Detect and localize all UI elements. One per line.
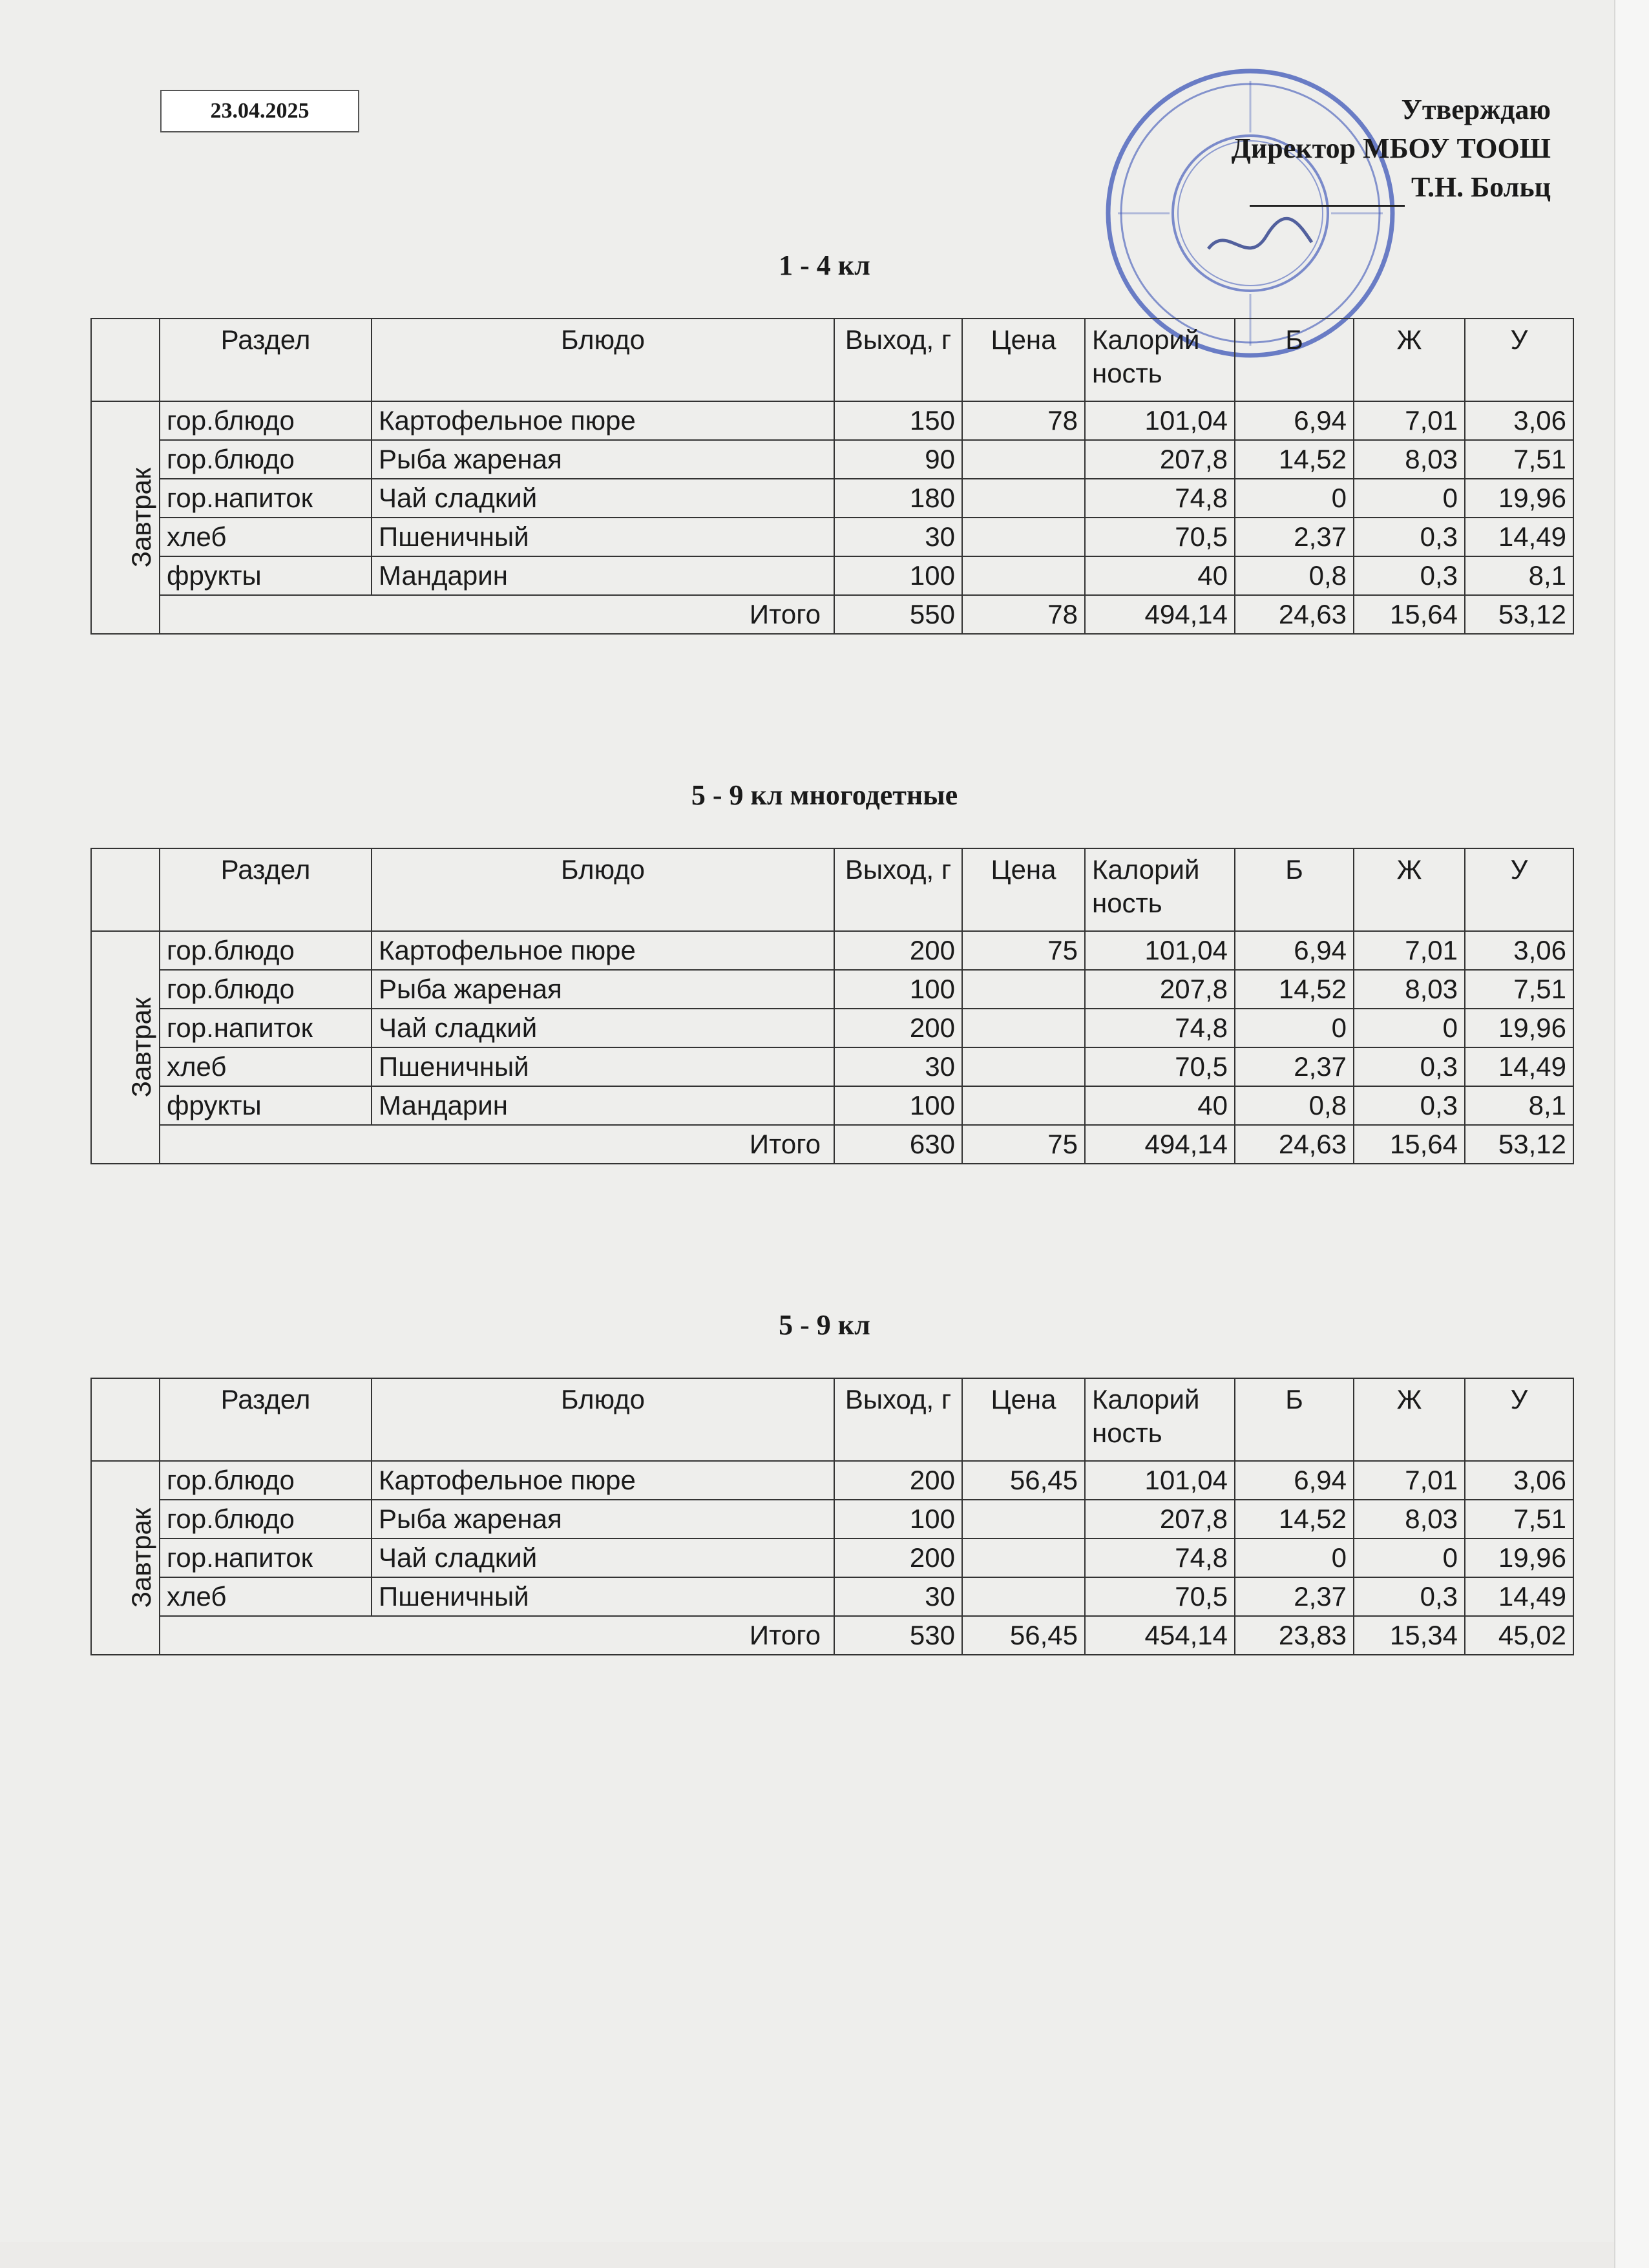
yield-cell: 30 <box>834 1577 962 1616</box>
yield-cell: 100 <box>834 1086 962 1125</box>
protein-cell: 2,37 <box>1235 1047 1354 1086</box>
fat-cell: 0 <box>1354 1538 1465 1577</box>
corner-cell <box>91 848 160 931</box>
price-cell <box>962 1047 1085 1086</box>
table-row <box>91 1009 1573 1047</box>
dish-cell: Чай сладкий <box>372 1009 834 1047</box>
total-yield: 530 <box>834 1616 962 1655</box>
yield-cell: 30 <box>834 1047 962 1086</box>
col-header-section: Раздел <box>160 319 372 401</box>
fat-cell: 0 <box>1354 479 1465 518</box>
section-cell: гор.блюдо <box>160 970 372 1009</box>
fat-cell: 0,3 <box>1354 1577 1465 1616</box>
total-yield: 630 <box>834 1125 962 1164</box>
protein-cell: 6,94 <box>1235 401 1354 440</box>
yield-cell: 100 <box>834 556 962 595</box>
protein-cell: 14,52 <box>1235 1500 1354 1538</box>
calories-cell: 70,5 <box>1085 1047 1235 1086</box>
fat-cell: 8,03 <box>1354 440 1465 479</box>
carbs-cell: 14,49 <box>1465 518 1573 556</box>
calories-cell: 74,8 <box>1085 1538 1235 1577</box>
protein-cell: 2,37 <box>1235 1577 1354 1616</box>
corner-cell <box>91 1378 160 1461</box>
col-header-calories: Калорий ность <box>1085 319 1235 401</box>
page-edge <box>1614 0 1649 2268</box>
carbs-cell: 19,96 <box>1465 479 1573 518</box>
section-cell: фрукты <box>160 556 372 595</box>
approval-signatory <box>1098 168 1551 207</box>
table-row <box>91 1461 1573 1500</box>
section-cell: гор.блюдо <box>160 401 372 440</box>
protein-cell: 0 <box>1235 479 1354 518</box>
col-header-fat: Ж <box>1354 319 1465 401</box>
total-carbs: 53,12 <box>1465 595 1573 634</box>
table-title: 5 - 9 кл <box>779 1309 870 1341</box>
price-cell <box>962 1009 1085 1047</box>
carbs-cell: 7,51 <box>1465 970 1573 1009</box>
fat-cell: 8,03 <box>1354 1500 1465 1538</box>
table-row <box>91 440 1573 479</box>
calories-cell: 70,5 <box>1085 1577 1235 1616</box>
total-calories: 494,14 <box>1085 1125 1235 1164</box>
total-row <box>91 595 1573 634</box>
calories-cell: 40 <box>1085 556 1235 595</box>
carbs-cell: 19,96 <box>1465 1009 1573 1047</box>
dish-cell: Мандарин <box>372 1086 834 1125</box>
carbs-cell: 14,49 <box>1465 1047 1573 1086</box>
price-cell <box>962 479 1085 518</box>
col-header-price: Цена <box>962 1378 1085 1461</box>
protein-cell: 2,37 <box>1235 518 1354 556</box>
total-protein: 24,63 <box>1235 595 1354 634</box>
carbs-cell: 7,51 <box>1465 440 1573 479</box>
calories-cell: 207,8 <box>1085 1500 1235 1538</box>
fat-cell: 0,3 <box>1354 1086 1465 1125</box>
total-fat: 15,34 <box>1354 1616 1465 1655</box>
total-carbs: 45,02 <box>1465 1616 1573 1655</box>
fat-cell: 0,3 <box>1354 518 1465 556</box>
col-header-yield: Выход, г <box>834 848 962 931</box>
section-cell: хлеб <box>160 1047 372 1086</box>
fat-cell: 7,01 <box>1354 1461 1465 1500</box>
table-row <box>91 479 1573 518</box>
yield-cell: 150 <box>834 401 962 440</box>
approval-heading: Утверждаю <box>1401 94 1551 125</box>
document-date: 23.04.2025 <box>210 99 310 123</box>
protein-cell: 6,94 <box>1235 931 1354 970</box>
table-row <box>91 1086 1573 1125</box>
calories-cell: 101,04 <box>1085 1461 1235 1500</box>
signatory-name: Т.Н. Больц <box>1411 171 1551 203</box>
price-cell <box>962 970 1085 1009</box>
meal-label: Завтрак <box>91 401 160 634</box>
carbs-cell: 8,1 <box>1465 556 1573 595</box>
price-cell <box>962 556 1085 595</box>
price-cell: 75 <box>962 931 1085 970</box>
protein-cell: 0 <box>1235 1538 1354 1577</box>
yield-cell: 100 <box>834 1500 962 1538</box>
dish-cell: Картофельное пюре <box>372 931 834 970</box>
table-row <box>91 518 1573 556</box>
calories-cell: 101,04 <box>1085 401 1235 440</box>
yield-cell: 200 <box>834 1009 962 1047</box>
table-row <box>91 970 1573 1009</box>
total-calories: 494,14 <box>1085 595 1235 634</box>
protein-cell: 6,94 <box>1235 1461 1354 1500</box>
total-yield: 550 <box>834 595 962 634</box>
calories-cell: 101,04 <box>1085 931 1235 970</box>
price-cell <box>962 518 1085 556</box>
col-header-dish: Блюдо <box>372 319 834 401</box>
calories-cell: 74,8 <box>1085 1009 1235 1047</box>
section-cell: гор.напиток <box>160 1538 372 1577</box>
fat-cell: 7,01 <box>1354 401 1465 440</box>
col-header-calories: Калорий ность <box>1085 848 1235 931</box>
total-protein: 24,63 <box>1235 1125 1354 1164</box>
calories-cell: 207,8 <box>1085 440 1235 479</box>
dish-cell: Картофельное пюре <box>372 401 834 440</box>
col-header-carbs: У <box>1465 319 1573 401</box>
total-label: Итого <box>160 595 834 634</box>
total-carbs: 53,12 <box>1465 1125 1573 1164</box>
dish-cell: Пшеничный <box>372 1047 834 1086</box>
fat-cell: 0,3 <box>1354 1047 1465 1086</box>
dish-cell: Чай сладкий <box>372 1538 834 1577</box>
col-header-carbs: У <box>1465 1378 1573 1461</box>
yield-cell: 200 <box>834 1538 962 1577</box>
price-cell: 56,45 <box>962 1461 1085 1500</box>
dish-cell: Мандарин <box>372 556 834 595</box>
table-header-row <box>91 319 1573 401</box>
yield-cell: 200 <box>834 1461 962 1500</box>
table-header-row <box>91 848 1573 931</box>
approval-position: Директор МБОУ ТООШ <box>1231 132 1551 164</box>
meal-label: Завтрак <box>91 1461 160 1655</box>
table-title: 1 - 4 кл <box>779 249 870 281</box>
carbs-cell: 19,96 <box>1465 1538 1573 1577</box>
section-cell: хлеб <box>160 518 372 556</box>
col-header-dish: Блюдо <box>372 848 834 931</box>
carbs-cell: 7,51 <box>1465 1500 1573 1538</box>
table-row <box>91 1538 1573 1577</box>
yield-cell: 90 <box>834 440 962 479</box>
total-label: Итого <box>160 1616 834 1655</box>
col-header-dish: Блюдо <box>372 1378 834 1461</box>
col-header-section: Раздел <box>160 848 372 931</box>
section-cell: гор.напиток <box>160 479 372 518</box>
section-cell: гор.блюдо <box>160 1500 372 1538</box>
table-title: 5 - 9 кл многодетные <box>691 779 958 811</box>
price-cell <box>962 440 1085 479</box>
table-row <box>91 556 1573 595</box>
col-header-protein: Б <box>1235 848 1354 931</box>
table-row <box>91 1577 1573 1616</box>
calories-cell: 40 <box>1085 1086 1235 1125</box>
table-row <box>91 1500 1573 1538</box>
col-header-fat: Ж <box>1354 848 1465 931</box>
meal-label: Завтрак <box>91 931 160 1164</box>
calories-cell: 74,8 <box>1085 479 1235 518</box>
section-cell: гор.блюдо <box>160 1461 372 1500</box>
calories-cell: 207,8 <box>1085 970 1235 1009</box>
carbs-cell: 3,06 <box>1465 931 1573 970</box>
protein-cell: 0,8 <box>1235 556 1354 595</box>
col-header-protein: Б <box>1235 1378 1354 1461</box>
dish-cell: Пшеничный <box>372 518 834 556</box>
yield-cell: 30 <box>834 518 962 556</box>
price-cell <box>962 1538 1085 1577</box>
menu-table <box>90 848 1574 1164</box>
dish-cell: Чай сладкий <box>372 479 834 518</box>
table-row <box>91 401 1573 440</box>
yield-cell: 100 <box>834 970 962 1009</box>
price-cell: 78 <box>962 401 1085 440</box>
table-row <box>91 931 1573 970</box>
total-row <box>91 1616 1573 1655</box>
total-price: 75 <box>962 1125 1085 1164</box>
fat-cell: 0 <box>1354 1009 1465 1047</box>
fat-cell: 7,01 <box>1354 931 1465 970</box>
total-row <box>91 1125 1573 1164</box>
section-cell: хлеб <box>160 1577 372 1616</box>
section-cell: гор.блюдо <box>160 931 372 970</box>
fat-cell: 0,3 <box>1354 556 1465 595</box>
price-cell <box>962 1086 1085 1125</box>
table-header-row <box>91 1378 1573 1461</box>
price-cell <box>962 1500 1085 1538</box>
section-cell: гор.напиток <box>160 1009 372 1047</box>
section-cell: фрукты <box>160 1086 372 1125</box>
total-price: 56,45 <box>962 1616 1085 1655</box>
corner-cell <box>91 319 160 401</box>
fat-cell: 8,03 <box>1354 970 1465 1009</box>
col-header-yield: Выход, г <box>834 1378 962 1461</box>
col-header-fat: Ж <box>1354 1378 1465 1461</box>
dish-cell: Картофельное пюре <box>372 1461 834 1500</box>
col-header-price: Цена <box>962 848 1085 931</box>
yield-cell: 180 <box>834 479 962 518</box>
dish-cell: Рыба жареная <box>372 1500 834 1538</box>
carbs-cell: 3,06 <box>1465 401 1573 440</box>
col-header-yield: Выход, г <box>834 319 962 401</box>
col-header-section: Раздел <box>160 1378 372 1461</box>
yield-cell: 200 <box>834 931 962 970</box>
total-fat: 15,64 <box>1354 1125 1465 1164</box>
protein-cell: 14,52 <box>1235 970 1354 1009</box>
carbs-cell: 8,1 <box>1465 1086 1573 1125</box>
col-header-carbs: У <box>1465 848 1573 931</box>
total-price: 78 <box>962 595 1085 634</box>
calories-cell: 70,5 <box>1085 518 1235 556</box>
menu-table <box>90 1378 1574 1655</box>
col-header-protein: Б <box>1235 319 1354 401</box>
carbs-cell: 3,06 <box>1465 1461 1573 1500</box>
price-cell <box>962 1577 1085 1616</box>
table-row <box>91 1047 1573 1086</box>
total-fat: 15,64 <box>1354 595 1465 634</box>
approval-block <box>1098 90 1551 207</box>
dish-cell: Пшеничный <box>372 1577 834 1616</box>
protein-cell: 0 <box>1235 1009 1354 1047</box>
protein-cell: 14,52 <box>1235 440 1354 479</box>
signature-line <box>1250 176 1405 207</box>
dish-cell: Рыба жареная <box>372 970 834 1009</box>
carbs-cell: 14,49 <box>1465 1577 1573 1616</box>
col-header-calories: Калорий ность <box>1085 1378 1235 1461</box>
section-cell: гор.блюдо <box>160 440 372 479</box>
total-label: Итого <box>160 1125 834 1164</box>
total-calories: 454,14 <box>1085 1616 1235 1655</box>
menu-table <box>90 318 1574 635</box>
protein-cell: 0,8 <box>1235 1086 1354 1125</box>
total-protein: 23,83 <box>1235 1616 1354 1655</box>
date-box <box>160 90 359 132</box>
col-header-price: Цена <box>962 319 1085 401</box>
dish-cell: Рыба жареная <box>372 440 834 479</box>
